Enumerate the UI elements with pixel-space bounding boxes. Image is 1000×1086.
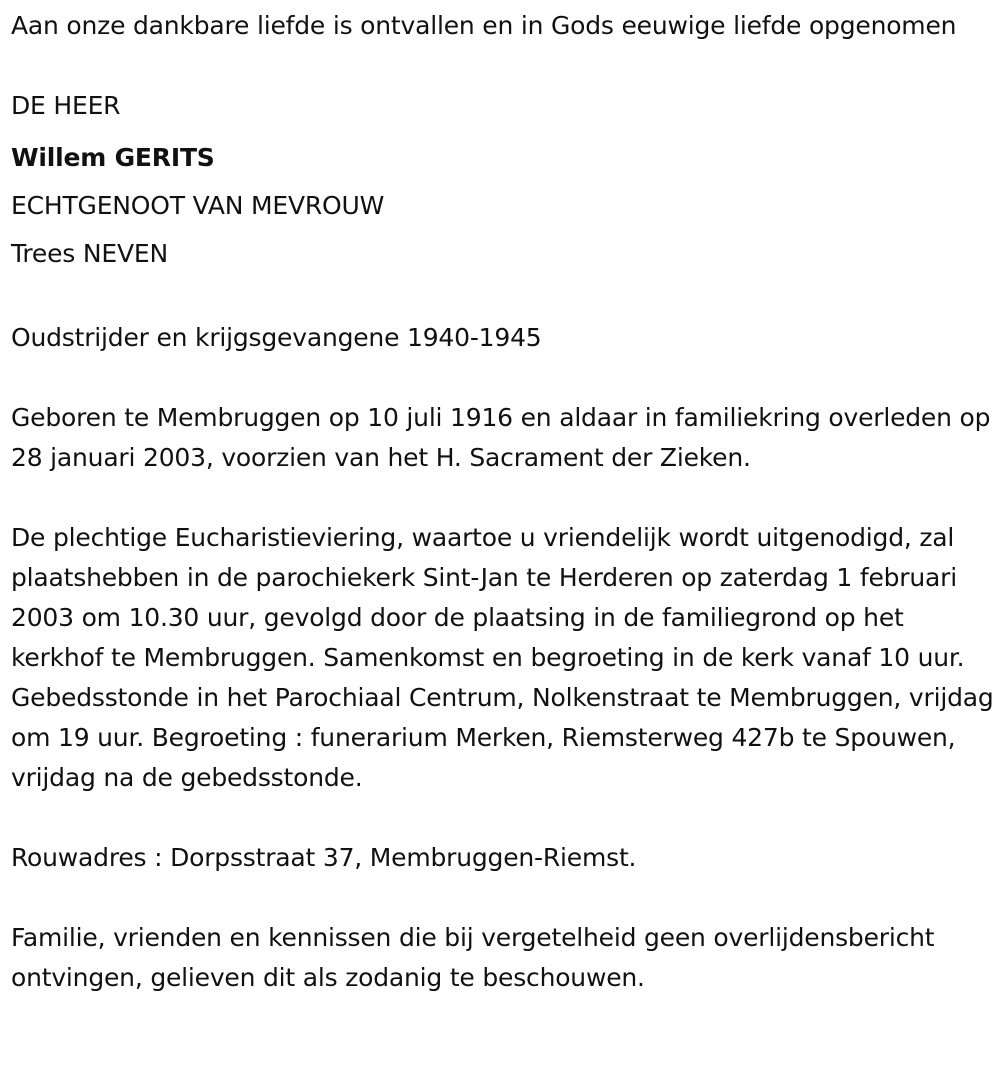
closing-text: Familie, vrienden en kennissen die bij vergetelheid geen overlijdensbericht ontvingen, gelieven dit als zodanig te beschouwen. (11, 923, 935, 992)
relation-line: ECHTGENOOT VAN MEVROUW (11, 191, 385, 220)
spouse-name: Trees NEVEN (11, 239, 168, 268)
obituary-notice (11, 6, 996, 998)
deceased-name: Willem GERITS (11, 143, 215, 172)
veteran-text: Oudstrijder en krijgsgevangene 1940-1945 (11, 323, 542, 352)
deceased-block (11, 86, 996, 278)
ceremony-text: De plechtige Eucharistieviering, waartoe u vriendelijk wordt uitgenodigd, zal plaatshebben in de parochiekerk Sint-Jan te Herderen op zaterdag 1 februari 2003 om 10.30 uur, gevolgd door de plaatsing in de familiegrond op het kerkhof te Membruggen. Samenkomst en begroeting in de kerk vanaf 10 uur. Gebedsstonde in het Parochiaal Centrum, Nolkenstraat te Membruggen, vrijdag om 19 uur. Begroeting : funerarium Merken, Riemsterweg 427b te Spouwen, vrijdag na de gebedsstonde. (11, 523, 994, 792)
birth-death-text: Geboren te Membruggen op 10 juli 1916 en aldaar in familiekring overleden op 28 januari 2003, voorzien van het H. Sacrament der Zieken. (11, 403, 991, 472)
honorific-title: DE HEER (11, 91, 121, 120)
intro-text: Aan onze dankbare liefde is ontvallen en in Gods eeuwige liefde opgenomen (11, 11, 957, 40)
address-text: Rouwadres : Dorpsstraat 37, Membruggen-Riemst. (11, 843, 637, 872)
